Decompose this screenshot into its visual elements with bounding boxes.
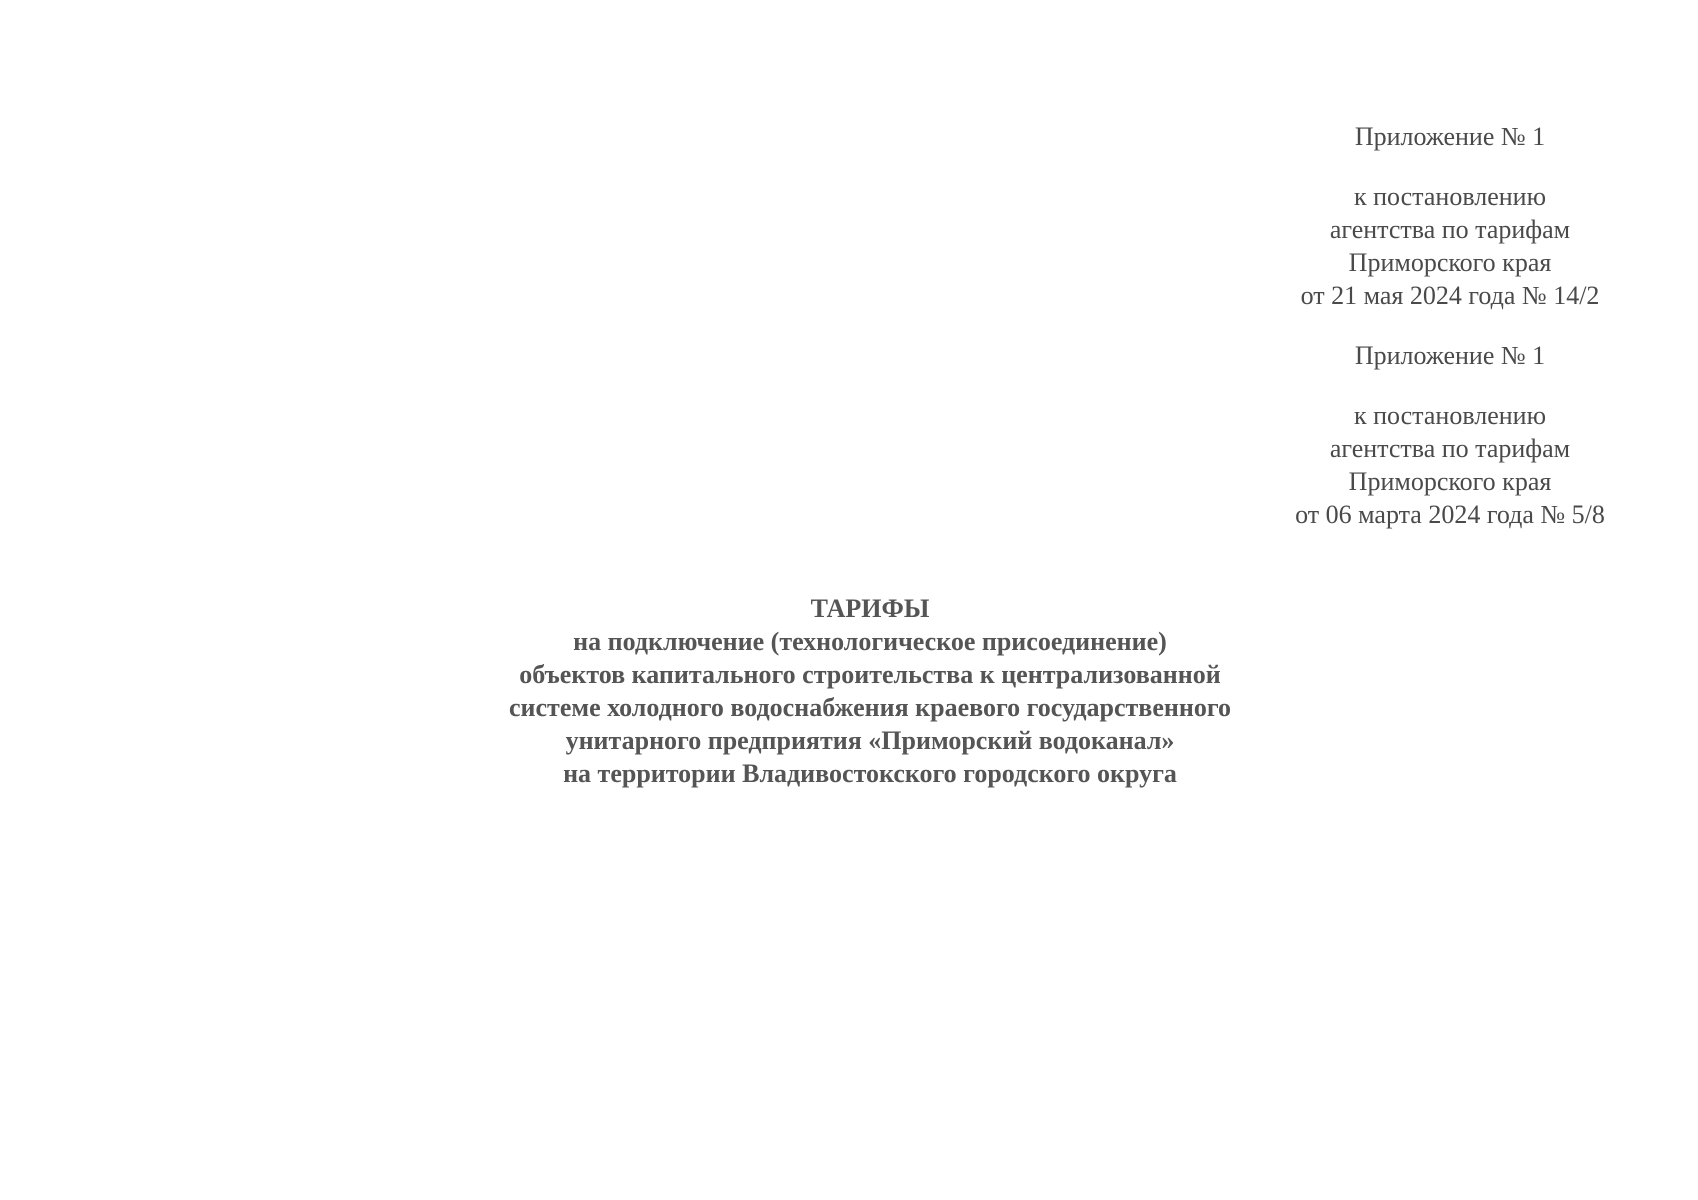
title-line: на территории Владивостокского городского округа bbox=[563, 759, 1177, 788]
annex-line: Приморского края bbox=[1348, 467, 1552, 496]
annex-line: Приморского края bbox=[1348, 248, 1552, 277]
title-line: системе холодного водоснабжения краевого государственного bbox=[509, 693, 1231, 722]
annex-line: агентства по тарифам bbox=[1329, 215, 1571, 244]
annex-line: к постановлению bbox=[1353, 182, 1547, 211]
title-line: унитарного предприятия «Приморский водоканал» bbox=[565, 726, 1175, 755]
title-line: на подключение (технологическое присоединение) bbox=[573, 627, 1167, 656]
title-heading: ТАРИФЫ bbox=[810, 594, 930, 623]
annex-date-line: от 06 марта 2024 года № 5/8 bbox=[1295, 500, 1605, 529]
annex-line: к постановлению bbox=[1353, 401, 1547, 430]
annex-block-2 bbox=[1240, 339, 1660, 531]
annex-line: агентства по тарифам bbox=[1329, 434, 1571, 463]
annex-date-line: от 21 мая 2024 года № 14/2 bbox=[1300, 281, 1600, 310]
annex-block-1 bbox=[1240, 120, 1660, 312]
title-line: объектов капитального строительства к централизованной bbox=[519, 660, 1221, 689]
annex-number: Приложение № 1 bbox=[1354, 341, 1546, 370]
annex-number: Приложение № 1 bbox=[1354, 122, 1546, 151]
document-title bbox=[320, 592, 1420, 790]
